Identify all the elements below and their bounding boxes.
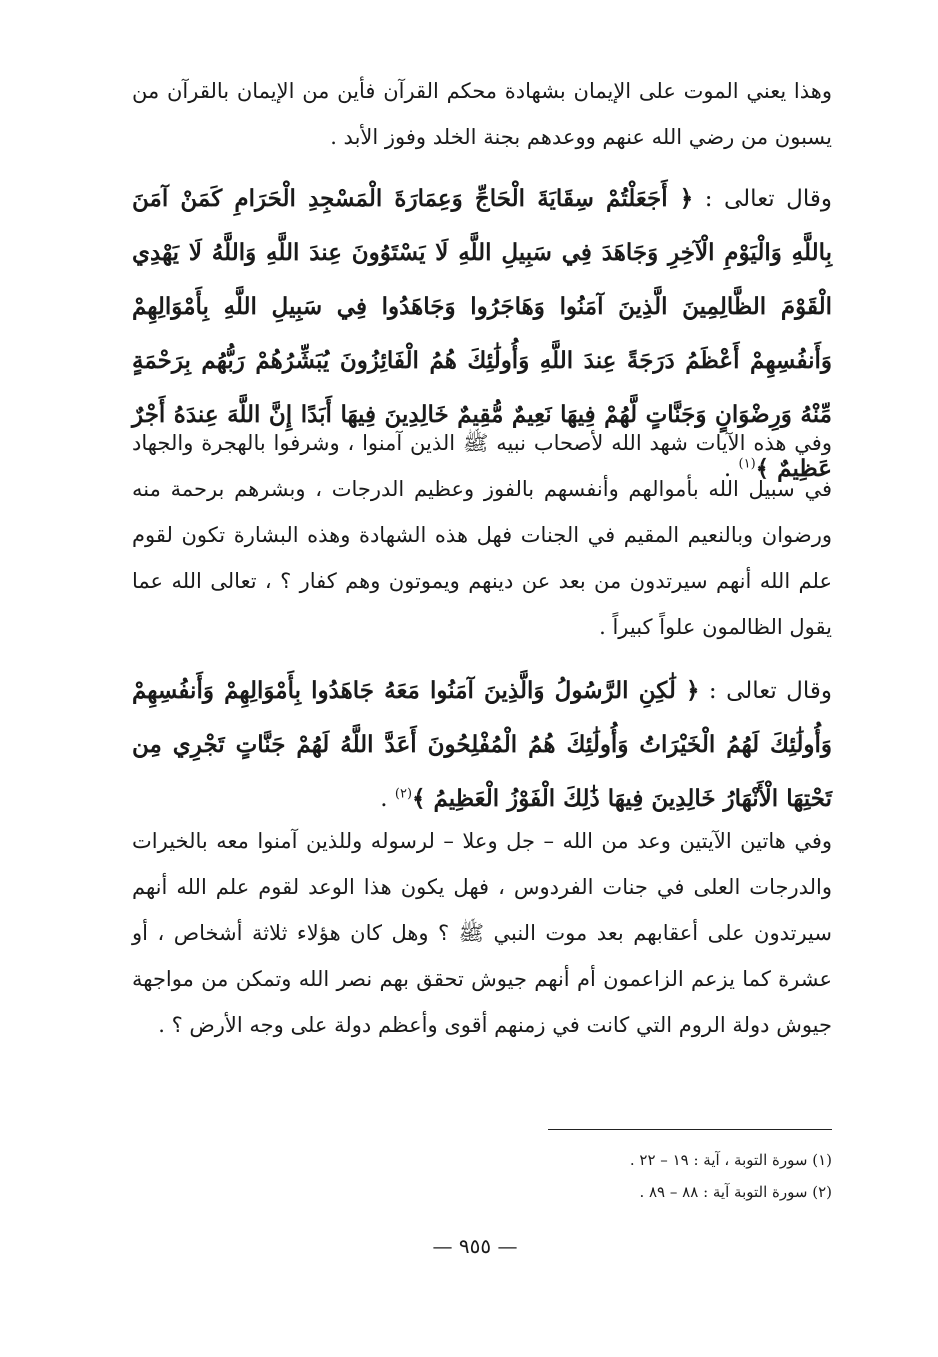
verse-intro: وقال تعالى : <box>708 678 833 704</box>
verse-end: . <box>380 786 395 812</box>
footnote-2: (٢) سورة التوبة آية : ٨٨ – ٨٩ . <box>639 1183 832 1201</box>
paragraph-5: وفي هاتين الآيتين وعد من الله – جل وعلا – لرسوله وللذين آمنوا معه بالخيرات والدرجات العلى في جنات الفردوس ، فهل يكون هذا الوعد لقوم علم الله أنهم سيرتدون على أعقابهم بعد موت النبي ﷺ ؟ وهل كان هؤلاء ثلاثة أشخاص ، أو عشرة كما يزعم الزاعمون أم أنهم جيوش تحقق بهم نصر الله وتمكن من مواجهة جيوش دولة الروم التي كانت في زمنهم أقوى وأعظم دولة على وجه الأرض ؟ . <box>132 829 832 1037</box>
verse-end: . <box>723 456 739 482</box>
page-number: — ٩٥٥ — <box>432 1234 518 1258</box>
quran-verse-1: ﴿ أَجَعَلْتُمْ سِقَايَةَ الْحَاجِّ وَعِمَارَةَ الْمَسْجِدِ الْحَرَامِ كَمَنْ آمَنَ بِاللَّهِ وَالْيَوْمِ الْآخِرِ وَجَاهَدَ فِي سَبِيلِ اللَّهِ لَا يَسْتَوُونَ عِندَ اللَّهِ وَاللَّهُ لَا يَهْدِي الْقَوْمَ الظَّالِمِينَ الَّذِينَ آمَنُوا وَهَاجَرُوا وَجَاهَدُوا فِي سَبِيلِ اللَّهِ بِأَمْوَالِهِمْ وَأَنفُسِهِمْ أَعْظَمُ دَرَجَةً عِندَ اللَّهِ وَأُولَٰئِكَ هُمُ الْفَائِزُونَ يُبَشِّرُهُمْ رَبُّهُم بِرَحْمَةٍ مِّنْهُ وَرِضْوَانٍ وَجَنَّاتٍ لَّهُمْ فِيهَا نَعِيمٌ مُّقِيمٌ خَالِدِينَ فِيهَا أَبَدًا إِنَّ اللَّهَ عِندَهُ أَجْرٌ عَظِيمٌ ﴾ <box>132 185 832 482</box>
verse-intro: وقال تعالى : <box>704 186 833 212</box>
paragraph-4-quran <box>132 664 832 826</box>
footnote-divider <box>548 1129 832 1130</box>
footnote-mark-2: (٢) <box>394 786 413 802</box>
footnote-1: (١) سورة التوبة ، آية : ١٩ – ٢٢ . <box>629 1151 832 1169</box>
quran-verse-2: ﴿ لَٰكِنِ الرَّسُولُ وَالَّذِينَ آمَنُوا مَعَهُ جَاهَدُوا بِأَمْوَالِهِمْ وَأَنفُسِهِمْ وَأُولَٰئِكَ لَهُمُ الْخَيْرَاتُ وَأُولَٰئِكَ هُمُ الْمُفْلِحُونَ أَعَدَّ اللَّهُ لَهُمْ جَنَّاتٍ تَجْرِي مِن تَحْتِهَا الْأَنْهَارُ خَالِدِينَ فِيهَا ذَٰلِكَ الْفَوْزُ الْعَظِيمُ ﴾ <box>132 677 832 812</box>
footnote-mark-1: (١) <box>738 456 756 472</box>
paragraph-1: وهذا يعني الموت على الإيمان بشهادة محكم القرآن فأين من الإيمان بالقرآن من يسبون من رضي الله عنهم ووعدهم بجنة الخلد وفوز الأبد . <box>132 79 832 149</box>
paragraph-3: وفي هذه الآيات شهد الله لأصحاب نبيه ﷺ الذين آمنوا ، وشرفوا بالهجرة والجهاد في سبيل الله بأموالهم وأنفسهم بالفوز وعظيم الدرجات ، وبشرهم برحمة منه ورضوان وبالنعيم المقيم في الجنات فهل هذه الشهادة وهذه البشارة تكون لقوم علم الله أنهم سيرتدون من بعد عن دينهم ويموتون وهم كفار ؟ ، تعالى الله عما يقول الظالمون علواً كبيراً . <box>132 431 832 639</box>
